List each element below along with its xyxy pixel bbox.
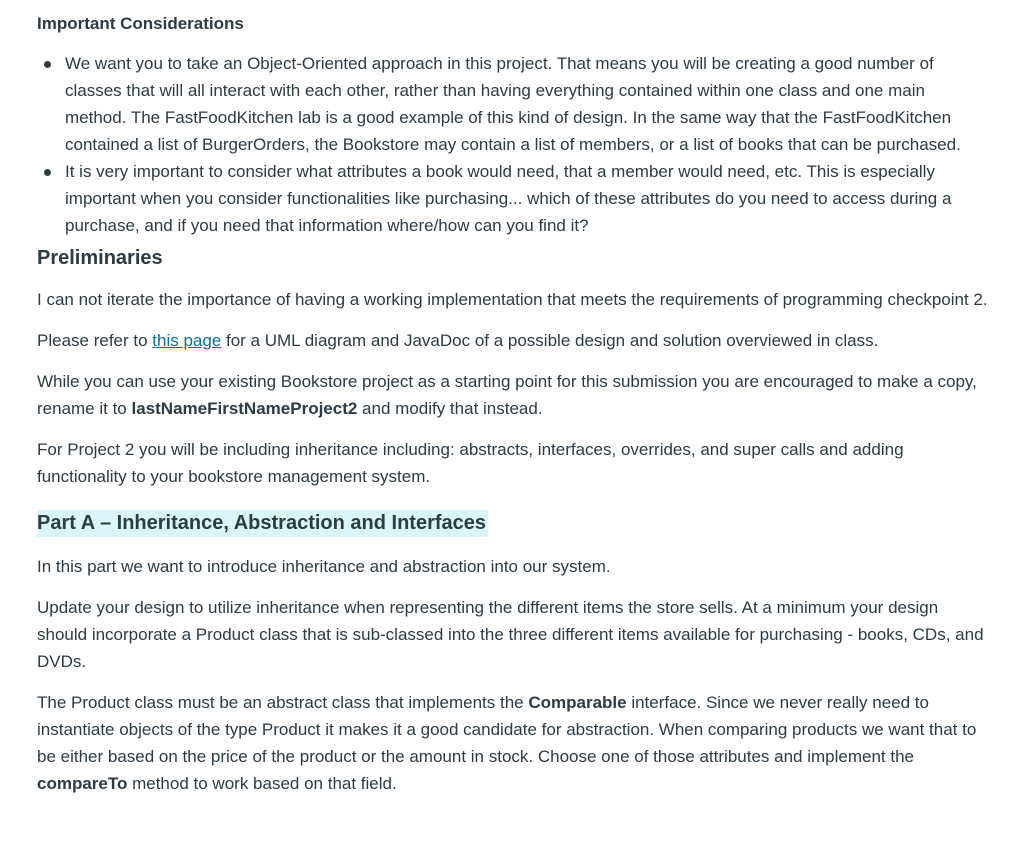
this-page-link[interactable]: this page: [152, 331, 222, 350]
considerations-title: Important Considerations: [37, 14, 244, 33]
part-a-paragraph-2: Update your design to utilize inheritance when representing the different items the store sells. At a minimum your design should incorporate a Product class that is sub-classed into the three different items available for purchasing - books, CDs, and DVDs.: [37, 598, 984, 671]
considerations-list: [37, 50, 988, 239]
preliminaries-paragraph-2: [37, 327, 988, 354]
preliminaries-heading: Preliminaries: [37, 247, 163, 269]
part-a-paragraph-3: [37, 689, 988, 797]
part-a-heading-wrapper: [37, 504, 988, 553]
list-item: It is very important to consider what attributes a book would need, that a member would need, etc. This is especially important when you consider functionalities like purchasing... which of these attributes do you need to access during a purchase, and if you need that information where/how can you find it?: [65, 158, 988, 239]
project-name-bold: lastNameFirstNameProject2: [131, 399, 358, 418]
comparable-bold: Comparable: [528, 693, 627, 712]
paragraph-text: interface. Since we never really need to instantiate objects of the type Product it makes it a good candidate for abstraction. When comparing products we want that to be either based on the price of the product or the amount in stock. Choose one of those attributes and implement the: [37, 693, 977, 766]
paragraph-text: While you can use your existing Bookstore project as a starting point for this submission you are encouraged to make a copy, rename it to: [37, 372, 977, 418]
part-a-heading: Part A – Inheritance, Abstraction and Interfaces: [37, 510, 488, 537]
paragraph-text: method to work based on that field.: [127, 774, 397, 793]
part-a-paragraph-1: In this part we want to introduce inheritance and abstraction into our system.: [37, 557, 611, 576]
compareto-bold: compareTo: [37, 774, 128, 793]
preliminaries-paragraph-3: [37, 368, 988, 422]
paragraph-text: and modify that instead.: [357, 399, 543, 418]
paragraph-text: Please refer to: [37, 331, 153, 350]
preliminaries-paragraph-1: I can not iterate the importance of having a working implementation that meets the requirements of programming checkpoint 2.: [37, 290, 988, 309]
list-item: We want you to take an Object-Oriented approach in this project. That means you will be creating a good number of classes that will all interact with each other, rather than having everything contained within one class and one main method. The FastFoodKitchen lab is a good example of this kind of design. In the same way that the FastFoodKitchen contained a list of BurgerOrders, the Bookstore may contain a list of members, or a list of books that can be purchased.: [65, 50, 988, 158]
paragraph-text: for a UML diagram and JavaDoc of a possible design and solution overviewed in class.: [221, 331, 879, 350]
preliminaries-paragraph-4: For Project 2 you will be including inheritance including: abstracts, interfaces, overrides, and super calls and adding functionality to your bookstore management system.: [37, 440, 904, 486]
paragraph-text: The Product class must be an abstract class that implements the: [37, 693, 529, 712]
